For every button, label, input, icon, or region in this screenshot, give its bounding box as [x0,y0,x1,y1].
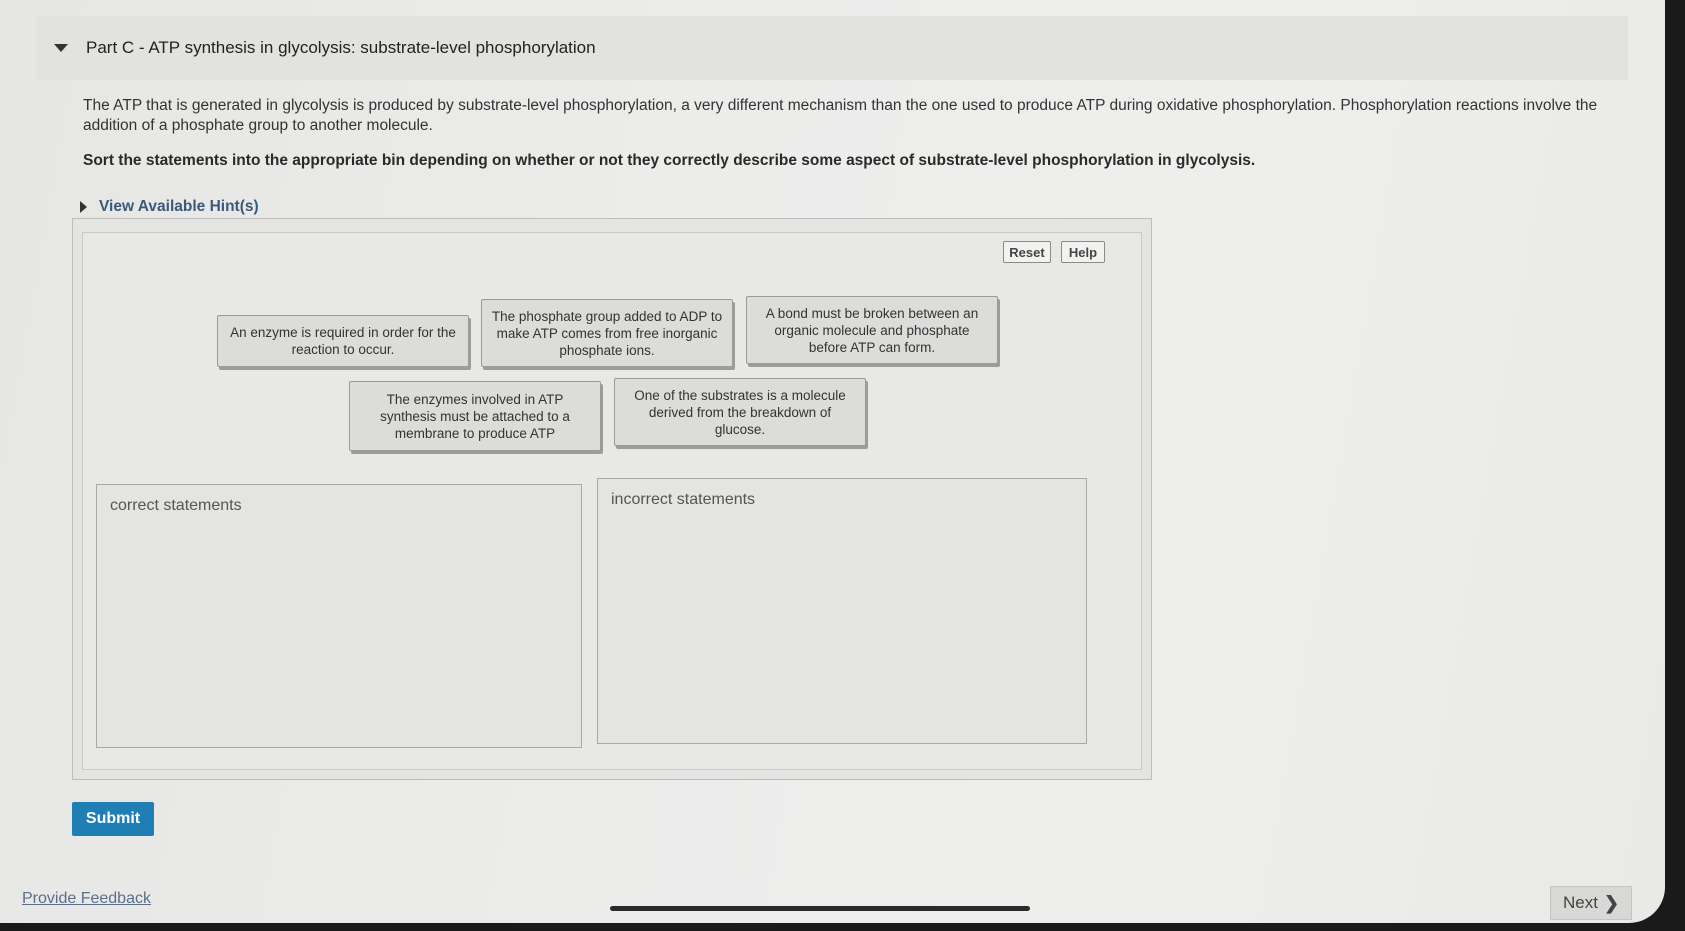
statement-card-glucose-derived[interactable]: One of the substrates is a molecule derived from the breakdown of glucose. [614,378,866,446]
part-title: Part C - ATP synthesis in glycolysis: substrate-level phosphorylation [86,38,596,57]
statement-card-bond-broken[interactable]: A bond must be broken between an organic molecule and phosphate before ATP can form. [746,296,998,364]
incorrect-statements-bin[interactable] [597,478,1087,744]
chevron-right-icon: ❯ [1603,892,1620,913]
hint-label: View Available Hint(s) [99,198,259,215]
next-label: Next [1562,893,1598,912]
reset-button[interactable]: Reset [1003,241,1051,263]
home-indicator-bar [610,906,1030,911]
correct-bin-label: correct statements [110,497,242,514]
collapse-caret-icon[interactable] [54,44,68,52]
statement-card-enzyme-required[interactable]: An enzyme is required in order for the reaction to occur. [217,315,469,367]
part-header[interactable] [36,16,1628,80]
help-button[interactable]: Help [1061,241,1105,263]
statement-card-membrane-enzymes[interactable]: The enzymes involved in ATP synthesis must be attached to a membrane to produce ATP [349,381,601,451]
incorrect-bin-label: incorrect statements [611,491,756,508]
submit-button[interactable]: Submit [72,802,154,836]
next-button[interactable] [1550,886,1632,920]
provide-feedback-link[interactable]: Provide Feedback [22,890,151,907]
intro-paragraph: The ATP that is generated in glycolysis is produced by substrate-level phosphorylation, a very different mechanism than the one used to produce ATP during oxidative phosphorylation. Phosphorylation reactions involve the addition of a phosphate group to another molecule. [83,97,1598,134]
view-hints-toggle[interactable] [80,198,259,216]
statement-card-free-phosphate[interactable]: The phosphate group added to ADP to make ATP comes from free inorganic phosphate ions. [481,299,733,367]
expand-caret-icon [80,201,87,213]
instruction-text: Sort the statements into the appropriate bin depending on whether or not they correctly describe some aspect of substrate-level phosphorylation in glycolysis. [83,152,1256,169]
correct-statements-bin[interactable] [96,484,582,748]
